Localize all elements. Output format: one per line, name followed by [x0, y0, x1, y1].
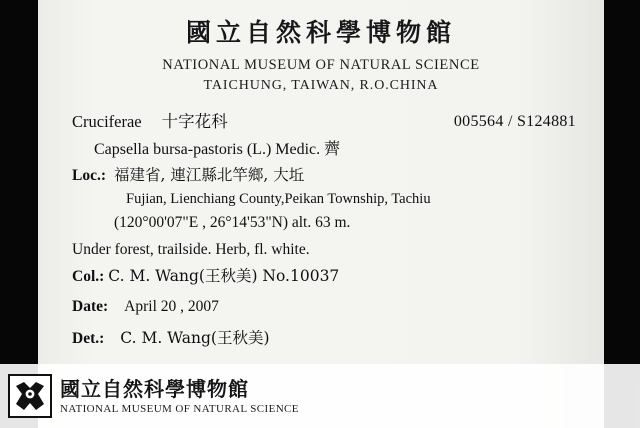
- watermark-text: [60, 378, 299, 415]
- taxon-scientific-name: Capsella bursa-pastoris (L.) Medic.: [94, 141, 321, 158]
- date-value: April 20 , 2007: [124, 297, 219, 315]
- taxon-row: [94, 139, 594, 160]
- date-row: [72, 297, 594, 317]
- label-body: [72, 112, 594, 353]
- label-header: [38, 0, 604, 94]
- museum-logo-icon: [8, 374, 52, 418]
- museum-location-en: TAICHUNG, TAIWAN, R.O.CHINA: [203, 78, 439, 93]
- collector-label: Col.:: [72, 267, 105, 285]
- locality-cjk: 福建省, 連江縣北竿鄉, 大坵: [114, 166, 305, 184]
- locality-english: Fujian, Lienchiang County,Peikan Township, Tachiu: [126, 191, 431, 207]
- family-scientific-name: Cruciferae: [72, 112, 142, 131]
- collector-value: C. M. Wang(王秋美) No.10037: [108, 266, 340, 285]
- family-row: [72, 112, 594, 133]
- watermark-name-en: NATIONAL MUSEUM OF NATURAL SCIENCE: [60, 402, 299, 415]
- watermark-name-cjk: 國立自然科學博物館: [60, 376, 249, 401]
- locality-label: Loc.:: [72, 167, 107, 184]
- family-name-cjk: 十字花科: [161, 112, 228, 131]
- museum-name-cjk: 國立自然科學博物館: [185, 18, 456, 47]
- locality-row: [72, 166, 594, 186]
- determiner-row: [72, 329, 594, 349]
- watermark-bar: [0, 364, 640, 428]
- coordinates-altitude: (120°00'07"E , 26°14'53"N) alt. 63 m.: [114, 214, 351, 232]
- determiner-label: Det.:: [72, 329, 105, 347]
- date-label: Date:: [72, 297, 109, 315]
- taxon-name-cjk: 薺: [324, 139, 341, 158]
- collector-row: [72, 267, 594, 287]
- museum-name-en: NATIONAL MUSEUM OF NATURAL SCIENCE: [162, 57, 480, 73]
- habitat-notes: Under forest, trailside. Herb, fl. white.: [72, 240, 310, 258]
- determiner-value: C. M. Wang(王秋美): [120, 328, 270, 347]
- accession-number: 005564 / S124881: [453, 113, 576, 130]
